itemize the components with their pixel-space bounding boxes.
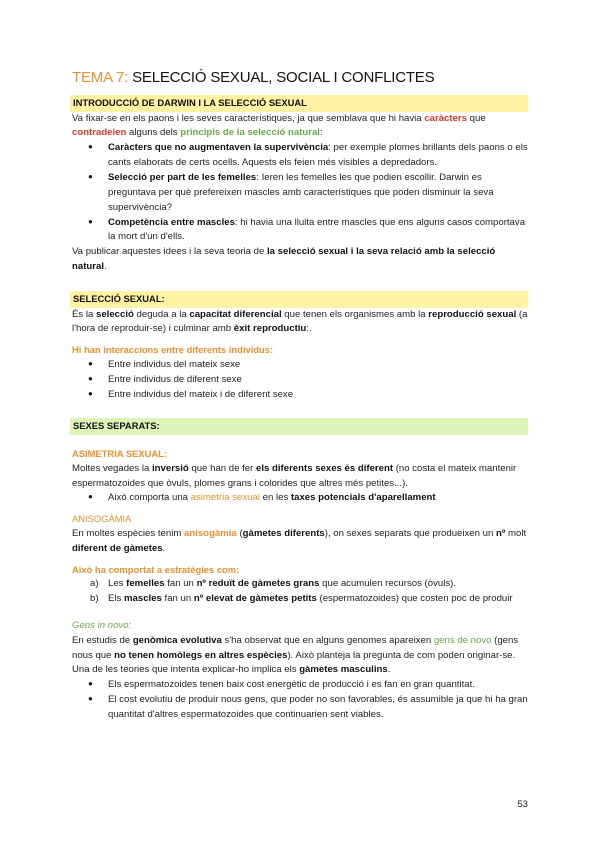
anisogamy-subheading: ANISOGÀMIA bbox=[72, 513, 132, 525]
asymmetry-text: Moltes vegades la inversió que han de fer els diferents sexes és diferent (no costa el mateix mantenir espermatozoides que òvuls, plomes grans i colorides que altres més petites...). bbox=[72, 462, 517, 489]
list-item: ● Entre individus de diferent sexe bbox=[72, 373, 528, 388]
list-item: ● Això comporta una asimetria sexual en les taxes potencials d'aparellament bbox=[72, 491, 528, 506]
strategies-subheading: Això ha comportat a estratègies com: bbox=[72, 563, 240, 575]
darwin-conclusion: Va publicar aquestes idees i la seva teoria de la selecció sexual i la seva relació amb la selecció natural. bbox=[72, 246, 496, 273]
list-item: ● Entre individus del mateix sexe bbox=[72, 358, 528, 373]
genes-text: En estudis de genòmica evolutiva s'ha observat que en alguns genomes apareixen gens de novo (gens nous que no tenen homòlegs en altres espècies). Això planteja la pregunta de com poden originar-se. Una de les teories que intenta explicar-ho implica els gàmetes masculins. bbox=[72, 634, 519, 676]
list-item: ● Competència entre mascles: hi havia una lluita entre mascles que ens alguns casos comportava la mort d'un d'ells. bbox=[72, 216, 528, 246]
list-item: ● Els espermatozoides tenen baix cost energètic de producció i es fan en gran quantitat. bbox=[72, 678, 528, 693]
anisogamy-text: En moltes espècies tenim anisogàmia (gàmetes diferents), on sexes separats que produeixen un nº molt diferent de gàmetes. bbox=[72, 527, 527, 554]
asymmetry-list bbox=[72, 491, 528, 506]
list-item: ● Caràcters que no augmentaven la supervivència: per exemple plomes brillants dels paons o els cants elaborats de certs ocells. Aquests els feien més visibles a depredadors. bbox=[72, 141, 528, 171]
section-heading-separate-sexes: SEXES SEPARATS: bbox=[70, 418, 528, 435]
interactions-list bbox=[72, 358, 528, 403]
section-heading-sexual-selection: SELECCIÓ SEXUAL: bbox=[70, 291, 528, 308]
list-item: b) Els mascles fan un nº elevat de gàmetes petits (espermatozoides) que costen poc de produir bbox=[90, 592, 513, 604]
darwin-list bbox=[72, 141, 528, 245]
title-number: TEMA 7: bbox=[72, 69, 129, 86]
list-item: ● El cost evolutiu de produir nous gens, que poder no son favorables, és assumible ja que hi ha gran quantitat d'altres espermatozoides que continuarien sent viables. bbox=[72, 693, 528, 723]
list-item: ● Selecció per part de les femelles: Ieren les femelles les que podien escollir. Darwin es preguntava per què prefereixen mascles amb característiques que poden disminuir la seva supervivència? bbox=[72, 171, 528, 216]
title-text: SELECCIÓ SEXUAL, SOCIAL I CONFLICTES bbox=[128, 69, 435, 86]
darwin-intro: Va fixar-se en els paons i les seves característiques, ja que semblava que hi havia caràcters que contradeien alguns dels principis de la selecció natural: bbox=[72, 112, 486, 139]
page-number: 53 bbox=[517, 799, 528, 810]
page-title bbox=[72, 66, 434, 89]
genes-list bbox=[72, 678, 528, 723]
section-heading-darwin: INTRODUCCIÓ DE DARWIN I LA SELECCIÓ SEXUAL bbox=[70, 95, 528, 112]
sexual-selection-definition: És la selecció deguda a la capacitat diferencial que tenen els organismes amb la reproducció sexual (a l'hora de reproduir-se) i culminar amb èxit reproductiu:. bbox=[72, 308, 528, 335]
content bbox=[72, 95, 528, 723]
strategies-list bbox=[72, 577, 528, 607]
list-item: ● Entre individus del mateix i de diferent sexe bbox=[72, 388, 528, 403]
genes-subheading: Gens in novo: bbox=[72, 619, 132, 631]
asymmetry-subheading: ASIMETRIA SEXUAL: bbox=[72, 448, 167, 460]
list-item: a) Les femelles fan un nº reduït de gàmetes grans que acumulen recursos (òvuls). bbox=[90, 578, 457, 590]
interactions-subheading: Hi han interaccions entre diferents individus: bbox=[72, 344, 274, 356]
